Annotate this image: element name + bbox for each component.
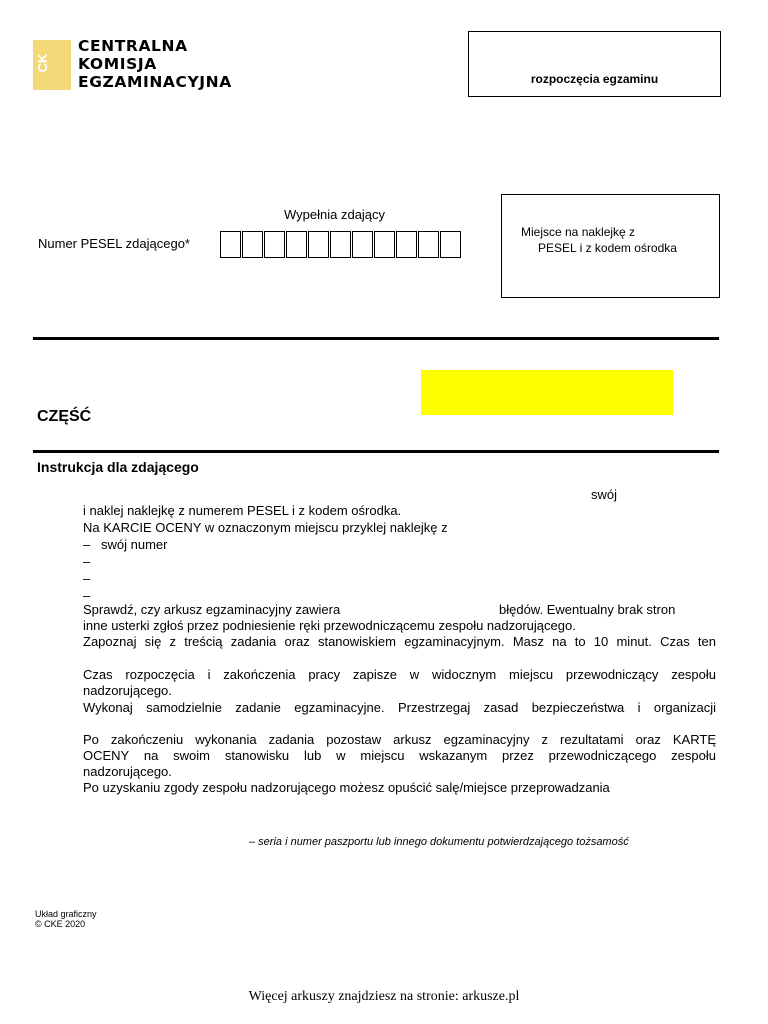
- instr-dash2: –: [83, 554, 91, 569]
- instr-dash3: –: [83, 571, 91, 586]
- sticker-box: [501, 194, 720, 298]
- exam-code-box: [468, 31, 721, 97]
- pesel-digit-box[interactable]: [264, 231, 285, 258]
- part-title: CZĘŚĆ: [37, 408, 92, 425]
- pesel-digit-box[interactable]: [396, 231, 417, 258]
- logo-line-3: EGZAMINACYJNA: [78, 73, 232, 91]
- footnote: – seria i numer paszportu lub innego dokumentu potwierdzającego tożsamość: [249, 836, 629, 848]
- instr-end-line2: OCENY na swoim stanowisku lub w miejscu wskazanym przez przewodniczącego zespołu: [83, 748, 716, 763]
- exam-code-box-text: rozpoczęcia egzaminu: [530, 72, 659, 86]
- logo-mark: [33, 40, 71, 90]
- instr-line2: i naklej naklejkę z numerem PESEL i z kodem ośrodka.: [83, 503, 402, 518]
- logo-mark-text: CK: [35, 53, 50, 73]
- pesel-digit-box[interactable]: [286, 231, 307, 258]
- fill-label: Wypełnia zdający: [284, 207, 386, 222]
- instr-check-right: błędów. Ewentualny brak stron: [499, 602, 676, 617]
- instr-work-line: Wykonaj samodzielnie zadanie egzaminacyjne. Przestrzegaj zasad bezpieczeństwa i organizacji: [83, 700, 716, 715]
- pesel-label: Numer PESEL zdającego*: [38, 236, 190, 251]
- pesel-digit-box[interactable]: [330, 231, 351, 258]
- logo-line-2: KOMISJA: [78, 55, 157, 73]
- pesel-digit-box[interactable]: [374, 231, 395, 258]
- pesel-digit-box[interactable]: [308, 231, 329, 258]
- instr-end-line1: Po zakończeniu wykonania zadania pozostaw arkusz egzaminacyjny z rezultatami oraz KARTĘ: [83, 732, 716, 747]
- divider-instructions: [33, 450, 719, 453]
- pesel-digit-box[interactable]: [242, 231, 263, 258]
- instructions-title: Instrukcja dla zdającego: [37, 459, 199, 475]
- graphic-credit-line1: Układ graficzny: [35, 909, 97, 919]
- sticker-box-line-1: Miejsce na naklejkę z: [521, 225, 636, 239]
- instr-check-line2: inne usterki zgłoś przez podniesienie ręki przewodniczącemu zespołu nadzorującego.: [83, 618, 576, 633]
- bottom-link-text[interactable]: Więcej arkuszy znajdziesz na stronie: arkusze.pl: [248, 989, 520, 1004]
- part-highlight: [421, 370, 673, 415]
- instr-time-line2: nadzorującego.: [83, 683, 172, 698]
- instr-read-line: Zapoznaj się z treścią zadania oraz stanowiskiem egzaminacyjnym. Masz na to 10 minut. Czas ten: [83, 634, 716, 649]
- sticker-box-line-2: PESEL i z kodem ośrodka: [538, 241, 677, 255]
- instr-dash1: –: [83, 537, 91, 552]
- instr-line3: Na KARCIE OCENY w oznaczonym miejscu przyklej naklejkę z: [83, 520, 448, 535]
- instr-dash4: –: [83, 588, 91, 603]
- pesel-input-boxes[interactable]: [220, 231, 462, 258]
- pesel-digit-box[interactable]: [418, 231, 439, 258]
- pesel-digit-box[interactable]: [220, 231, 241, 258]
- instr-end-line3: nadzorującego.: [83, 764, 172, 779]
- instr-check-left: Sprawdź, czy arkusz egzaminacyjny zawiera: [83, 602, 341, 617]
- pesel-digit-box[interactable]: [352, 231, 373, 258]
- instr-time-line1: Czas rozpoczęcia i zakończenia pracy zapisze w widocznym miejscu przewodniczący zespołu: [83, 667, 716, 682]
- instr-leave-line: Po uzyskaniu zgody zespołu nadzorującego możesz opuścić salę/miejsce przeprowadzania: [83, 780, 610, 795]
- logo-line-1: CENTRALNA: [78, 37, 188, 55]
- graphic-credit-line2: © CKE 2020: [35, 919, 86, 929]
- pesel-digit-box[interactable]: [440, 231, 461, 258]
- instr-dash1-text: swój numer: [101, 537, 168, 552]
- divider-top: [33, 337, 719, 340]
- instr-line1-right: swój: [591, 487, 618, 502]
